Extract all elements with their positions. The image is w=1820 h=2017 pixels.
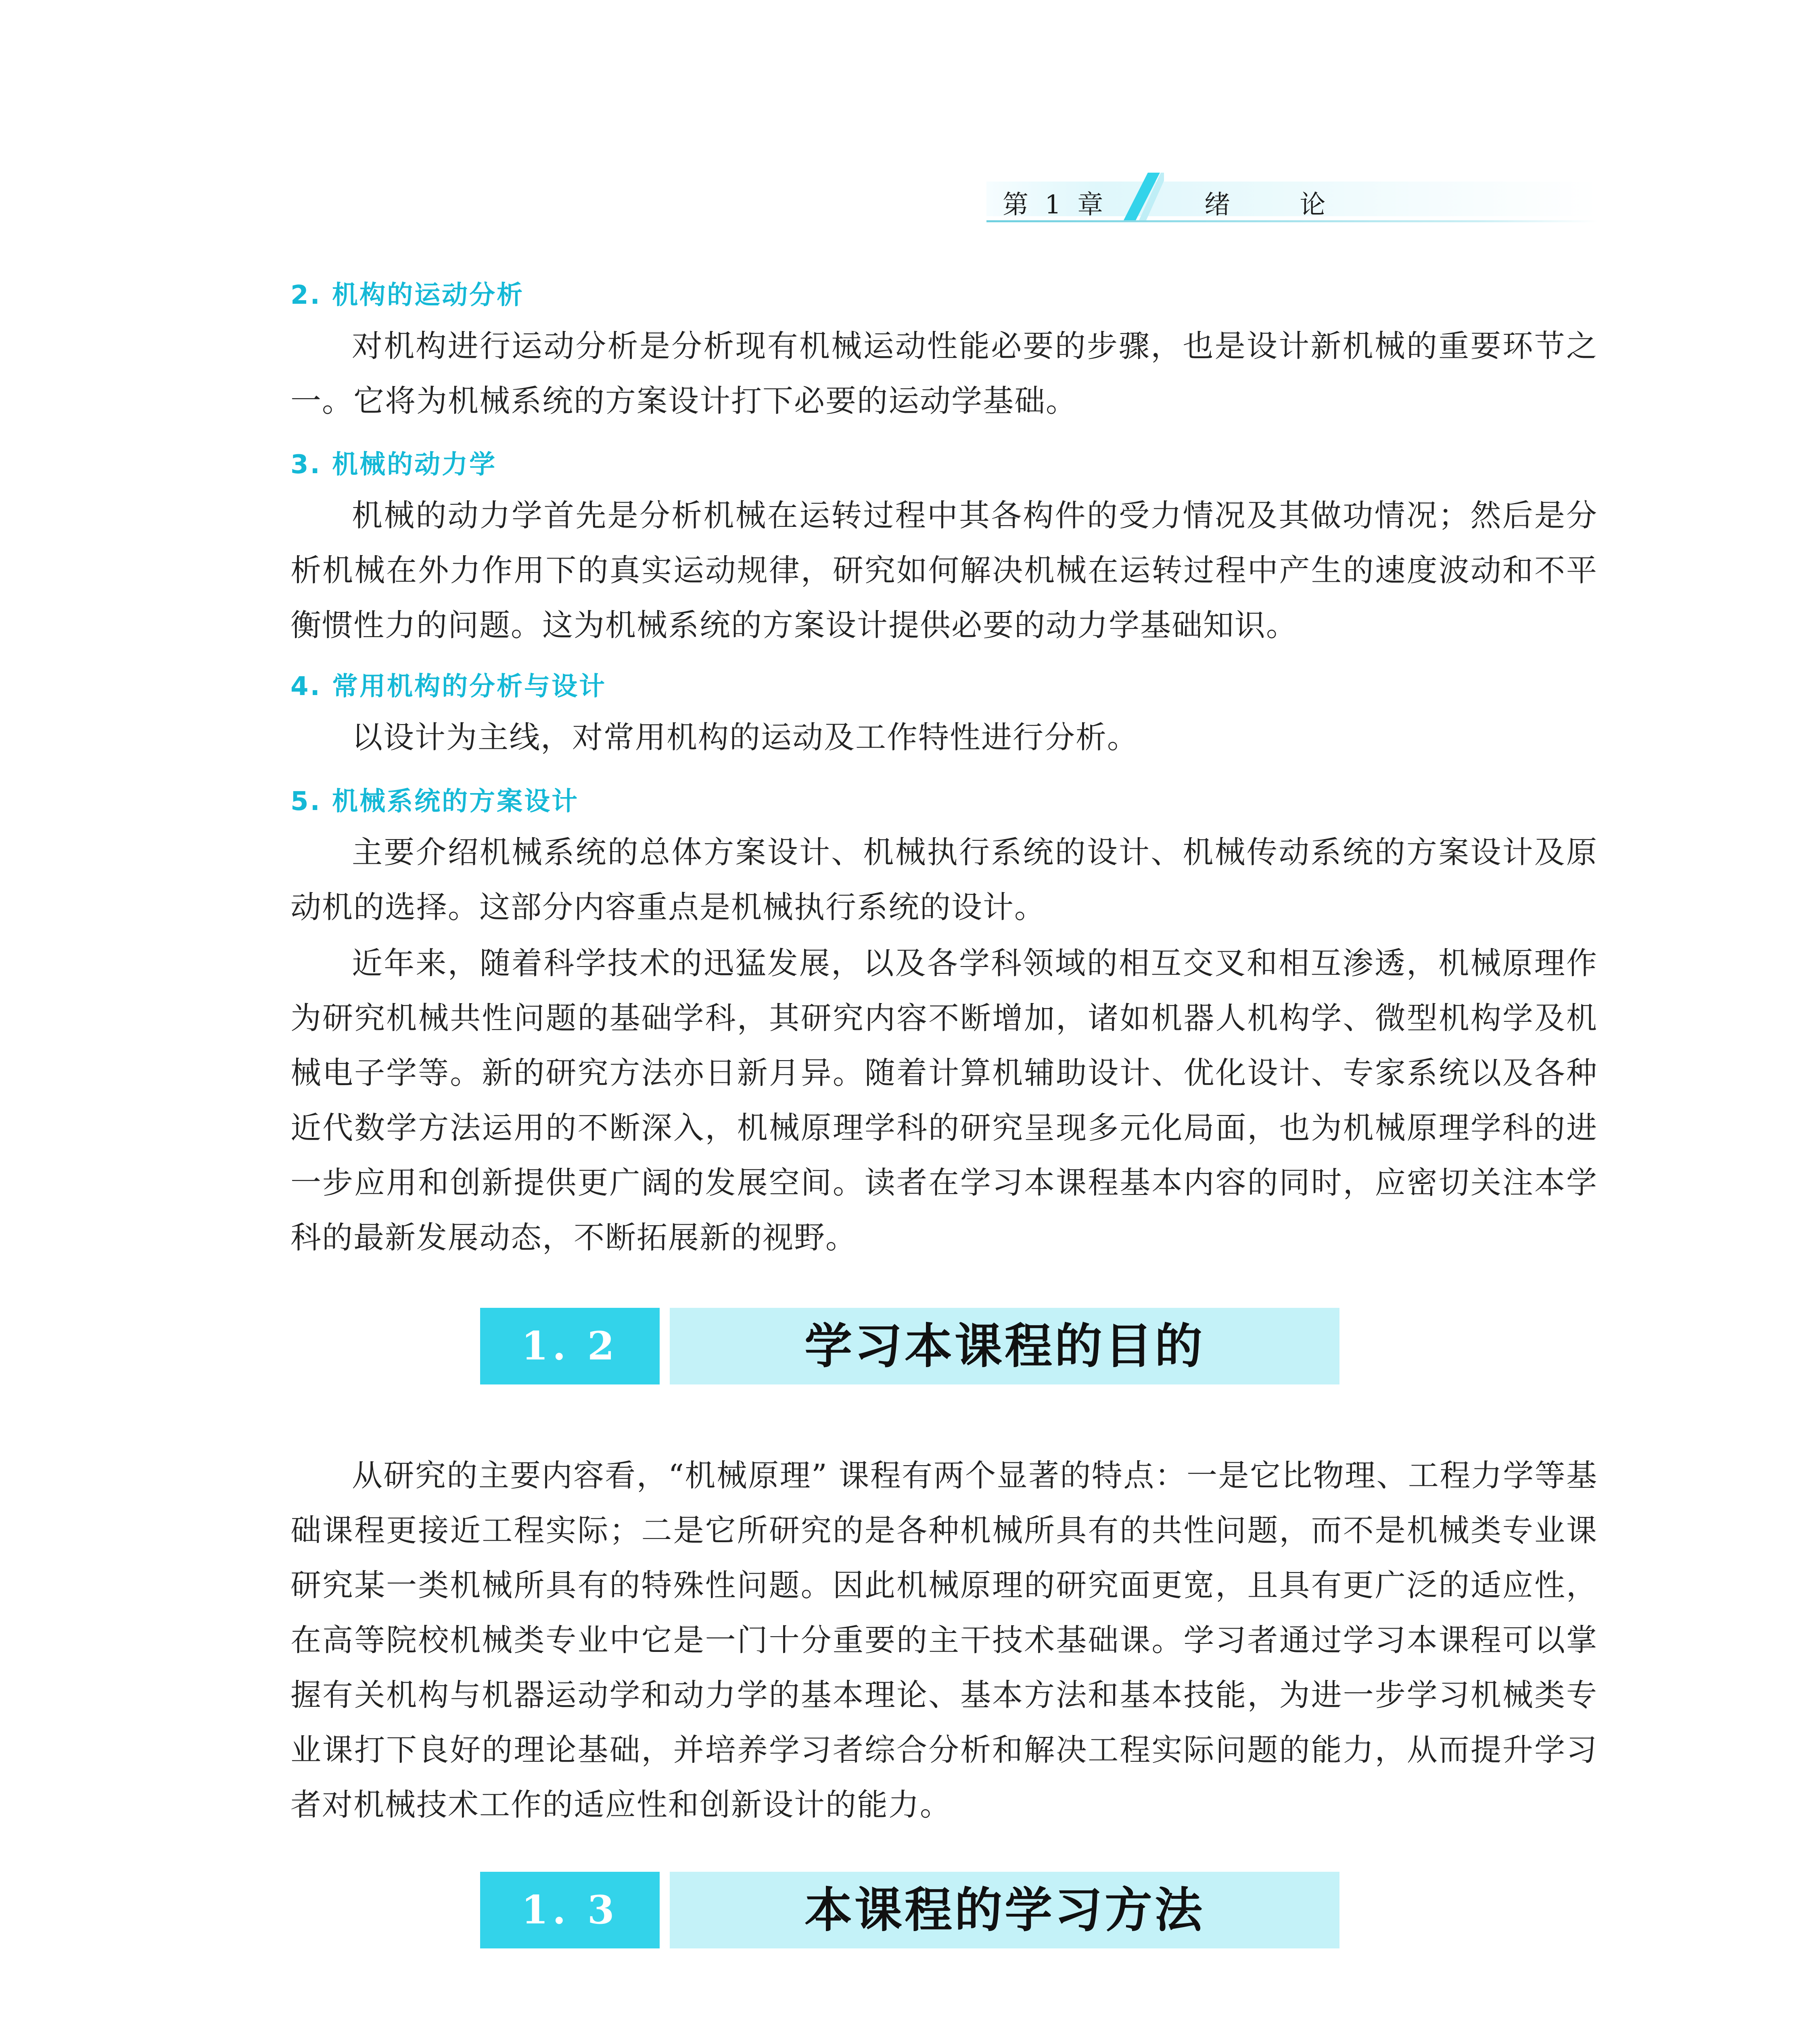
section-banner-1-2 (480, 1308, 1339, 1384)
paragraph-recent-developments: 近年来，随着科学技术的迅猛发展，以及各学科领域的相互交叉和相互渗透，机械原理作为研究机械共性问题的基础学科，其研究内容不断增加，诸如机器人机构学、微型机构学及机械电子学等。新的研究方法亦日新月异。随着计算机辅助设计、优化设计、专家系统以及各种近代数学方法运用的不断深入，机械原理学科的研究呈现多元化局面，也为机械原理学科的进一步应用和创新提供更广阔的发展空间。读者在学习本课程基本内容的同时，应密切关注本学科的最新发展动态，不断拓展新的视野。 (290, 945, 1598, 1255)
header-rule (986, 220, 1598, 222)
subheading-kinematic-analysis: 2. 机构的运动分析 (290, 280, 524, 310)
header-slash-ornament (1107, 173, 1164, 220)
section-banner-1-3 (480, 1872, 1339, 1948)
section-title: 学习本课程的目的 (670, 1308, 1339, 1384)
chapter-label: 第 1 章 (1003, 190, 1107, 220)
paragraph-system-design: 主要介绍机械系统的总体方案设计、机械执行系统的设计、机械传动系统的方案设计及原动机的选择。这部分内容重点是机械执行系统的设计。 (290, 834, 1598, 925)
paragraph-common-mechanisms: 以设计为主线，对常用机构的运动及工作特性进行分析。 (352, 719, 1139, 755)
subheading-system-design: 5. 机械系统的方案设计 (290, 787, 579, 816)
section-number: 1. 2 (480, 1308, 660, 1384)
subheading-dynamics: 3. 机械的动力学 (290, 450, 497, 480)
paragraph-learning-method-intro (290, 2011, 1598, 2017)
chapter-title: 绪 论 (1204, 190, 1356, 220)
section-title: 本课程的学习方法 (670, 1872, 1339, 1948)
running-header (986, 173, 1598, 221)
paragraph-kinematic-analysis: 对机构进行运动分析是分析现有机械运动性能必要的步骤，也是设计新机械的重要环节之一。它将为机械系统的方案设计打下必要的运动学基础。 (290, 328, 1598, 419)
subheading-common-mechanisms: 4. 常用机构的分析与设计 (290, 672, 607, 702)
paragraph-course-purpose: 从研究的主要内容看，“机械原理” 课程有两个显著的特点：一是它比物理、工程力学等基础课程更接近工程实际；二是它所研究的是各种机械所具有的共性问题，而不是机械类专业课研究某一类机械所具有的特殊性问题。因此机械原理的研究面更宽，且具有更广泛的适应性，在高等院校机械类专业中它是一门十分重要的主干技术基础课。学习者通过学习本课程可以掌握有关机构与机器运动学和动力学的基本理论、基本方法和基本技能，为进一步学习机械类专业课打下良好的理论基础，并培养学习者综合分析和解决工程实际问题的能力，从而提升学习者对机械技术工作的适应性和创新设计的能力。 (290, 1457, 1598, 1823)
paragraph-dynamics: 机械的动力学首先是分析机械在运转过程中其各构件的受力情况及其做功情况；然后是分析机械在外力作用下的真实运动规律，研究如何解决机械在运转过程中产生的速度波动和不平衡惯性力的问题。这为机械系统的方案设计提供必要的动力学基础知识。 (290, 497, 1598, 643)
section-number: 1. 3 (480, 1872, 660, 1948)
